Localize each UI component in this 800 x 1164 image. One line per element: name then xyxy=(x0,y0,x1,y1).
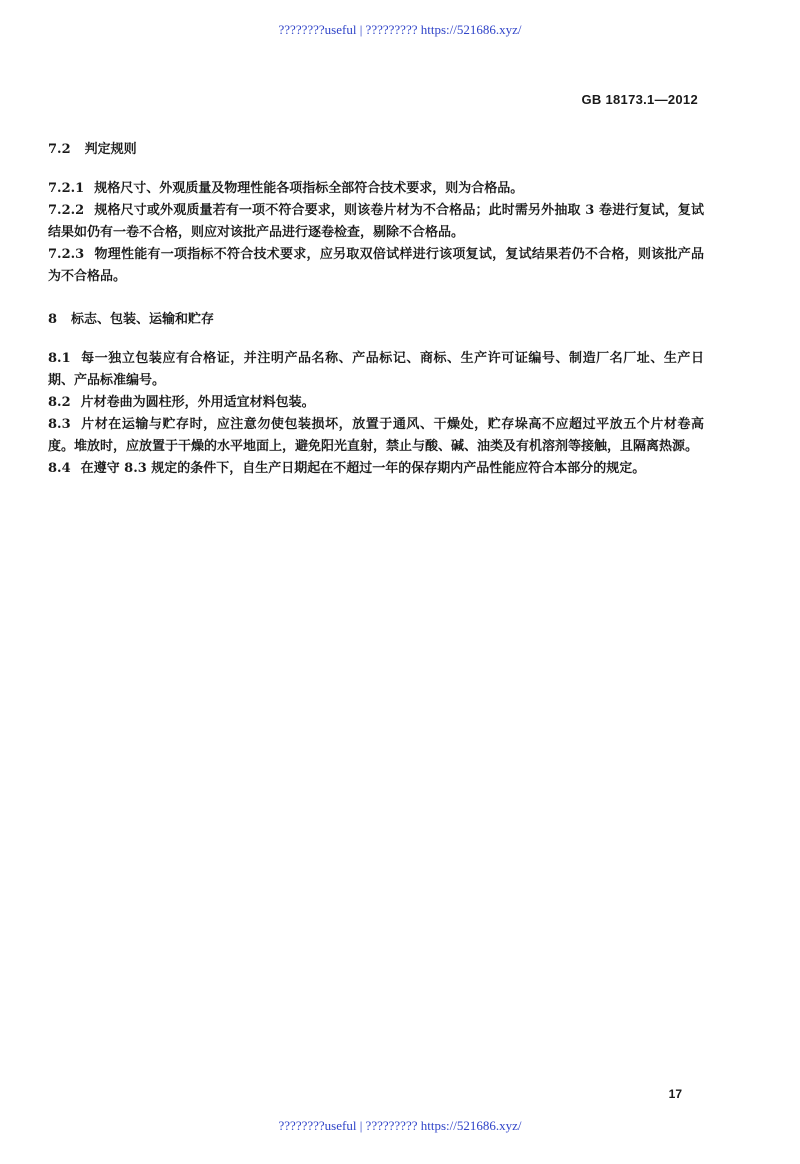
clause-number: 7.2.3 xyxy=(48,247,85,262)
clause-7-2-1 xyxy=(48,178,704,200)
clause-7-2-2 xyxy=(48,200,704,244)
clause-8-3 xyxy=(48,414,704,458)
clause-text: 每一独立包装应有合格证，并注明产品名称、产品标记、商标、生产许可证编号、制造厂名厂址、生产日期、产品标准编号。 xyxy=(48,351,704,388)
clause-number: 7.2.2 xyxy=(48,203,85,218)
clause-number: 8.1 xyxy=(48,351,71,366)
watermark-link-bottom[interactable]: ????????useful | ????????? https://521686.xyz/ xyxy=(278,1118,522,1133)
section-title: 标志、包装、运输和贮存 xyxy=(71,312,215,327)
clause-number: 7.2.1 xyxy=(48,181,85,196)
section-gap xyxy=(48,288,704,310)
page-number: 17 xyxy=(668,1087,682,1101)
watermark-link-top[interactable]: ????????useful | ????????? https://521686.xyz/ xyxy=(278,22,522,37)
clause-text: 片材卷曲为圆柱形，外用适宜材料包装。 xyxy=(80,395,315,410)
clause-8-1 xyxy=(48,348,704,392)
clause-text: 物理性能有一项指标不符合技术要求，应另取双倍试样进行该项复试，复试结果若仍不合格，则该批产品为不合格品。 xyxy=(48,247,704,284)
clause-number: 8.3 xyxy=(48,417,71,432)
clause-7-2-3 xyxy=(48,244,704,288)
clause-8-4 xyxy=(48,458,704,480)
clause-number: 8.2 xyxy=(48,395,71,410)
clause-8-2 xyxy=(48,392,704,414)
section-title: 判定规则 xyxy=(84,142,137,157)
standard-code: GB 18173.1—2012 xyxy=(581,92,698,107)
document-body xyxy=(48,140,704,480)
section-number: 8 xyxy=(48,312,58,327)
section-heading-7-2 xyxy=(48,140,704,160)
clause-text: 片材在运输与贮存时，应注意勿使包装损坏，放置于通风、干燥处，贮存垛高不应超过平放五个片材卷高度。堆放时，应放置于干燥的水平地面上，避免阳光直射，禁止与酸、碱、油类及有机溶剂等接触，且隔离热源。 xyxy=(48,417,704,454)
clause-text: 规格尺寸或外观质量若有一项不符合要求，则该卷片材为不合格品；此时需另外抽取 3 卷进行复试，复试结果如仍有一卷不合格，则应对该批产品进行逐卷检查，剔除不合格品。 xyxy=(48,203,704,240)
clause-text: 在遵守 8.3 规定的条件下，自生产日期起在不超过一年的保存期内产品性能应符合本部分的规定。 xyxy=(80,461,646,476)
clause-text: 规格尺寸、外观质量及物理性能各项指标全部符合技术要求，则为合格品。 xyxy=(94,181,524,196)
clause-number: 8.4 xyxy=(48,461,71,476)
section-number: 7.2 xyxy=(48,142,71,157)
section-heading-8 xyxy=(48,310,704,330)
